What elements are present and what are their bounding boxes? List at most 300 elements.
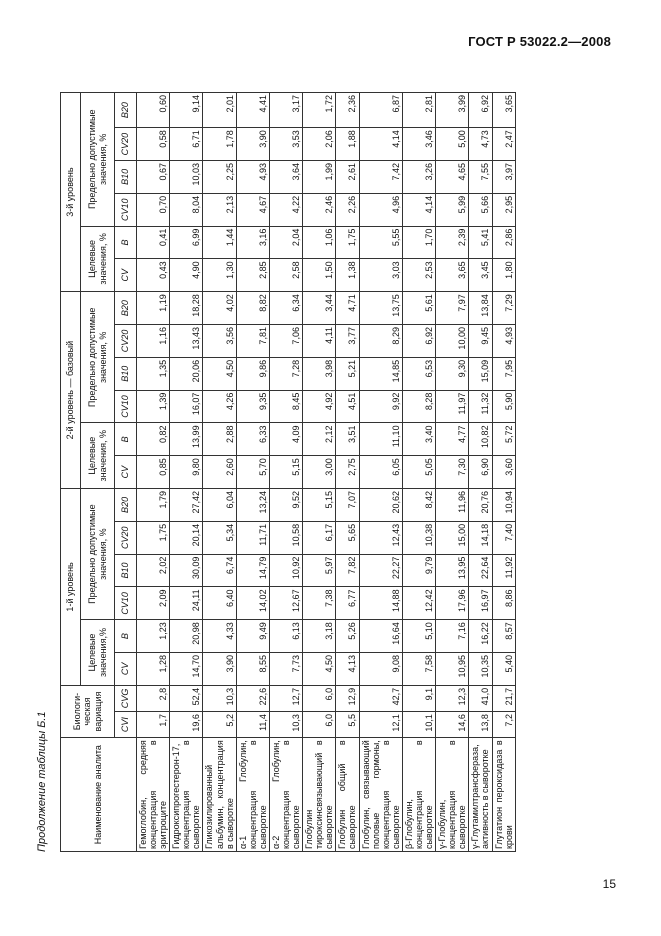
value-cell: 1,23 xyxy=(137,620,170,653)
value-cell: 3,97 xyxy=(492,161,515,194)
value-cell: 3,65 xyxy=(436,259,469,292)
value-cell: 12,9 xyxy=(336,685,359,711)
value-cell: 1,50 xyxy=(303,259,336,292)
value-cell: 20,98 xyxy=(170,620,203,653)
value-cell: 15,00 xyxy=(436,521,469,554)
analyte-name: Глобулин общий в сыворотке xyxy=(336,738,359,852)
value-cell: 2,81 xyxy=(402,93,435,128)
cv20-header: CV20 xyxy=(115,521,137,554)
value-cell: 20,14 xyxy=(170,521,203,554)
value-cell: 9,49 xyxy=(236,620,269,653)
value-cell: 6,99 xyxy=(170,226,203,259)
cv-header: CV xyxy=(115,259,137,292)
rotated-page-content xyxy=(30,92,610,852)
value-cell: 7,81 xyxy=(236,325,269,358)
value-cell: 8,86 xyxy=(492,587,515,620)
value-cell: 6,13 xyxy=(269,620,302,653)
value-cell: 14,02 xyxy=(236,587,269,620)
value-cell: 15,09 xyxy=(469,357,492,390)
level3-limits-header: Предельно допустимые значения, % xyxy=(81,93,115,227)
table-row xyxy=(269,93,302,852)
value-cell: 12,42 xyxy=(402,587,435,620)
value-cell: 19,6 xyxy=(170,712,203,738)
value-cell: 0,67 xyxy=(137,161,170,194)
table-row xyxy=(137,93,170,852)
value-cell: 6,40 xyxy=(203,587,236,620)
value-cell: 9,30 xyxy=(436,357,469,390)
value-cell: 1,75 xyxy=(336,226,359,259)
b20-header: B20 xyxy=(115,93,137,128)
value-cell: 4,41 xyxy=(236,93,269,128)
value-cell: 8,28 xyxy=(402,390,435,423)
value-cell: 3,98 xyxy=(303,357,336,390)
value-cell: 52,4 xyxy=(170,685,203,711)
value-cell: 7,95 xyxy=(492,357,515,390)
value-cell: 7,97 xyxy=(436,292,469,325)
analyte-name: α-2 Глобулин, концентрация в сыворотке xyxy=(269,738,302,852)
value-cell: 7,16 xyxy=(436,620,469,653)
value-cell: 4,90 xyxy=(170,259,203,292)
value-cell: 3,18 xyxy=(303,620,336,653)
value-cell: 17,96 xyxy=(436,587,469,620)
value-cell: 2,95 xyxy=(492,193,515,226)
value-cell: 5,40 xyxy=(492,653,515,686)
value-cell: 3,03 xyxy=(359,259,402,292)
value-cell: 0,70 xyxy=(137,193,170,226)
value-cell: 16,97 xyxy=(469,587,492,620)
value-cell: 14,79 xyxy=(236,554,269,587)
value-cell: 5,26 xyxy=(336,620,359,653)
value-cell: 11,97 xyxy=(436,390,469,423)
level2-limits-header: Предельно допустимые значения, % xyxy=(81,292,115,423)
value-cell: 13,75 xyxy=(359,292,402,325)
value-cell: 1,39 xyxy=(137,390,170,423)
table-row xyxy=(469,93,492,852)
value-cell: 13,99 xyxy=(170,423,203,456)
level1-limits-header: Предельно допустимые значения, % xyxy=(81,489,115,620)
value-cell: 9,08 xyxy=(359,653,402,686)
table-row xyxy=(303,93,336,852)
value-cell: 11,4 xyxy=(236,712,269,738)
value-cell: 1,70 xyxy=(402,226,435,259)
value-cell: 14,18 xyxy=(469,521,492,554)
bio-variation-header: Биологи-ческая вариация xyxy=(61,685,115,737)
level2-header: 2-й уровень — базовый xyxy=(61,292,81,489)
analyte-name: γ-Глобулин, концентрация в сыворотке xyxy=(436,738,469,852)
analyte-name: Глобулин тироксинсвязывающий в сыворотке xyxy=(303,738,336,852)
cv10-header: CV10 xyxy=(115,390,137,423)
value-cell: 2,53 xyxy=(402,259,435,292)
table-row xyxy=(170,93,203,852)
value-cell: 1,16 xyxy=(137,325,170,358)
value-cell: 3,64 xyxy=(269,161,302,194)
value-cell: 10,95 xyxy=(436,653,469,686)
value-cell: 4,96 xyxy=(359,193,402,226)
value-cell: 7,73 xyxy=(269,653,302,686)
value-cell: 4,73 xyxy=(469,128,492,161)
value-cell: 5,21 xyxy=(336,357,359,390)
value-cell: 6,33 xyxy=(236,423,269,456)
value-cell: 3,60 xyxy=(492,456,515,489)
value-cell: 8,45 xyxy=(269,390,302,423)
value-cell: 2,75 xyxy=(336,456,359,489)
value-cell: 10,92 xyxy=(269,554,302,587)
value-cell: 1,99 xyxy=(303,161,336,194)
value-cell: 6,92 xyxy=(402,325,435,358)
value-cell: 6,71 xyxy=(170,128,203,161)
value-cell: 3,40 xyxy=(402,423,435,456)
value-cell: 21,7 xyxy=(492,685,515,711)
cv20-header: CV20 xyxy=(115,325,137,358)
value-cell: 2,47 xyxy=(492,128,515,161)
value-cell: 4,92 xyxy=(303,390,336,423)
value-cell: 10,35 xyxy=(469,653,492,686)
value-cell: 4,65 xyxy=(436,161,469,194)
value-cell: 4,50 xyxy=(303,653,336,686)
value-cell: 1,72 xyxy=(303,93,336,128)
value-cell: 1,28 xyxy=(137,653,170,686)
value-cell: 6,77 xyxy=(336,587,359,620)
value-cell: 3,44 xyxy=(303,292,336,325)
b20-header: B20 xyxy=(115,292,137,325)
value-cell: 0,43 xyxy=(137,259,170,292)
cvg-header: CVG xyxy=(115,685,137,711)
value-cell: 10,1 xyxy=(402,712,435,738)
value-cell: 6,04 xyxy=(203,489,236,522)
b10-header: B10 xyxy=(115,357,137,390)
value-cell: 5,15 xyxy=(269,456,302,489)
value-cell: 3,77 xyxy=(336,325,359,358)
value-cell: 16,64 xyxy=(359,620,402,653)
value-cell: 1,19 xyxy=(137,292,170,325)
value-cell: 9,79 xyxy=(402,554,435,587)
cv-header: CV xyxy=(115,456,137,489)
value-cell: 1,79 xyxy=(137,489,170,522)
value-cell: 13,8 xyxy=(469,712,492,738)
level3-header: 3-й уровень xyxy=(61,93,81,292)
value-cell: 5,99 xyxy=(436,193,469,226)
value-cell: 20,06 xyxy=(170,357,203,390)
value-cell: 10,3 xyxy=(203,685,236,711)
value-cell: 10,94 xyxy=(492,489,515,522)
value-cell: 14,88 xyxy=(359,587,402,620)
value-cell: 5,61 xyxy=(402,292,435,325)
value-cell: 1,88 xyxy=(336,128,359,161)
value-cell: 3,99 xyxy=(436,93,469,128)
page-number: 15 xyxy=(602,877,616,891)
value-cell: 10,58 xyxy=(269,521,302,554)
value-cell: 13,84 xyxy=(469,292,492,325)
value-cell: 7,06 xyxy=(269,325,302,358)
value-cell: 2,88 xyxy=(203,423,236,456)
value-cell: 3,17 xyxy=(269,93,302,128)
value-cell: 4,93 xyxy=(492,325,515,358)
value-cell: 10,3 xyxy=(269,712,302,738)
value-cell: 2,02 xyxy=(137,554,170,587)
value-cell: 6,90 xyxy=(469,456,492,489)
value-cell: 5,10 xyxy=(402,620,435,653)
value-cell: 0,82 xyxy=(137,423,170,456)
value-cell: 14,85 xyxy=(359,357,402,390)
b-header: B xyxy=(115,620,137,653)
analyte-name: Глобулин, связывающий половые гормоны, концентрация в сыворотке xyxy=(359,738,402,852)
value-cell: 4,14 xyxy=(359,128,402,161)
table-row xyxy=(236,93,269,852)
value-cell: 5,97 xyxy=(303,554,336,587)
value-cell: 2,58 xyxy=(269,259,302,292)
value-cell: 3,51 xyxy=(336,423,359,456)
value-cell: 7,29 xyxy=(492,292,515,325)
table-row xyxy=(492,93,515,852)
value-cell: 3,16 xyxy=(236,226,269,259)
value-cell: 3,46 xyxy=(402,128,435,161)
value-cell: 2,46 xyxy=(303,193,336,226)
value-cell: 27,42 xyxy=(170,489,203,522)
value-cell: 13,43 xyxy=(170,325,203,358)
value-cell: 7,38 xyxy=(303,587,336,620)
b10-header: B10 xyxy=(115,161,137,194)
table-row xyxy=(203,93,236,852)
value-cell: 6,05 xyxy=(359,456,402,489)
analyte-name: γ-Глутамилтрансфераза, активность в сыворотке xyxy=(469,738,492,852)
value-cell: 6,17 xyxy=(303,521,336,554)
value-cell: 11,32 xyxy=(469,390,492,423)
value-cell: 3,65 xyxy=(492,93,515,128)
value-cell: 8,57 xyxy=(492,620,515,653)
value-cell: 2,8 xyxy=(137,685,170,711)
value-cell: 2,04 xyxy=(269,226,302,259)
value-cell: 16,07 xyxy=(170,390,203,423)
value-cell: 7,42 xyxy=(359,161,402,194)
value-cell: 9,35 xyxy=(236,390,269,423)
value-cell: 0,60 xyxy=(137,93,170,128)
value-cell: 7,82 xyxy=(336,554,359,587)
value-cell: 6,0 xyxy=(303,712,336,738)
value-cell: 3,90 xyxy=(236,128,269,161)
value-cell: 12,7 xyxy=(269,685,302,711)
value-cell: 10,03 xyxy=(170,161,203,194)
value-cell: 5,34 xyxy=(203,521,236,554)
value-cell: 42,7 xyxy=(359,685,402,711)
value-cell: 8,55 xyxy=(236,653,269,686)
table-row xyxy=(402,93,435,852)
value-cell: 1,75 xyxy=(137,521,170,554)
value-cell: 2,26 xyxy=(336,193,359,226)
value-cell: 10,00 xyxy=(436,325,469,358)
value-cell: 5,72 xyxy=(492,423,515,456)
value-cell: 7,58 xyxy=(402,653,435,686)
value-cell: 22,64 xyxy=(469,554,492,587)
value-cell: 6,0 xyxy=(303,685,336,711)
value-cell: 12,43 xyxy=(359,521,402,554)
cv10-header: CV10 xyxy=(115,587,137,620)
value-cell: 2,06 xyxy=(303,128,336,161)
value-cell: 6,92 xyxy=(469,93,492,128)
value-cell: 8,29 xyxy=(359,325,402,358)
value-cell: 16,22 xyxy=(469,620,492,653)
table-body xyxy=(137,93,516,852)
value-cell: 3,26 xyxy=(402,161,435,194)
table-row xyxy=(436,93,469,852)
value-cell: 4,14 xyxy=(402,193,435,226)
value-cell: 3,45 xyxy=(469,259,492,292)
cv10-header: CV10 xyxy=(115,193,137,226)
value-cell: 18,28 xyxy=(170,292,203,325)
value-cell: 2,36 xyxy=(336,93,359,128)
b20-header: B20 xyxy=(115,489,137,522)
value-cell: 7,55 xyxy=(469,161,492,194)
analyte-name: Гликозилированный альбумин, концентрация в сыворотке xyxy=(203,738,236,852)
value-cell: 1,06 xyxy=(303,226,336,259)
value-cell: 7,28 xyxy=(269,357,302,390)
value-cell: 2,39 xyxy=(436,226,469,259)
analyte-name: Гемоглобин, средняя концентрация в эритроците xyxy=(137,738,170,852)
value-cell: 3,56 xyxy=(203,325,236,358)
value-cell: 11,10 xyxy=(359,423,402,456)
level1-target-header: Целевые значения,% xyxy=(81,620,115,686)
value-cell: 3,00 xyxy=(303,456,336,489)
value-cell: 24,11 xyxy=(170,587,203,620)
value-cell: 5,90 xyxy=(492,390,515,423)
value-cell: 14,70 xyxy=(170,653,203,686)
value-cell: 4,77 xyxy=(436,423,469,456)
value-cell: 4,71 xyxy=(336,292,359,325)
value-cell: 9,52 xyxy=(269,489,302,522)
value-cell: 1,44 xyxy=(203,226,236,259)
value-cell: 8,82 xyxy=(236,292,269,325)
value-cell: 4,33 xyxy=(203,620,236,653)
value-cell: 22,6 xyxy=(236,685,269,711)
value-cell: 1,78 xyxy=(203,128,236,161)
cv20-header: CV20 xyxy=(115,128,137,161)
value-cell: 2,12 xyxy=(303,423,336,456)
value-cell: 0,85 xyxy=(137,456,170,489)
analyte-name: β-Глобулин, концентрация в сыворотке xyxy=(402,738,435,852)
value-cell: 4,11 xyxy=(303,325,336,358)
value-cell: 2,86 xyxy=(492,226,515,259)
value-cell: 3,90 xyxy=(203,653,236,686)
value-cell: 7,2 xyxy=(492,712,515,738)
value-cell: 6,53 xyxy=(402,357,435,390)
value-cell: 5,65 xyxy=(336,521,359,554)
value-cell: 8,42 xyxy=(402,489,435,522)
value-cell: 5,2 xyxy=(203,712,236,738)
analyte-name: Гидроксипрогестерон-17, концентрация в сыворотке xyxy=(170,738,203,852)
value-cell: 4,26 xyxy=(203,390,236,423)
value-cell: 9,1 xyxy=(402,685,435,711)
table-row xyxy=(359,93,402,852)
cv-header: CV xyxy=(115,653,137,686)
value-cell: 12,1 xyxy=(359,712,402,738)
value-cell: 5,05 xyxy=(402,456,435,489)
value-cell: 5,00 xyxy=(436,128,469,161)
b10-header: B10 xyxy=(115,554,137,587)
value-cell: 0,58 xyxy=(137,128,170,161)
level3-target-header: Целевые значения, % xyxy=(81,226,115,292)
value-cell: 9,86 xyxy=(236,357,269,390)
value-cell: 7,07 xyxy=(336,489,359,522)
value-cell: 10,38 xyxy=(402,521,435,554)
value-cell: 20,76 xyxy=(469,489,492,522)
cvi-header: CVI xyxy=(115,712,137,738)
value-cell: 1,38 xyxy=(336,259,359,292)
value-cell: 13,24 xyxy=(236,489,269,522)
value-cell: 1,35 xyxy=(137,357,170,390)
value-cell: 4,02 xyxy=(203,292,236,325)
value-cell: 20,62 xyxy=(359,489,402,522)
value-cell: 11,92 xyxy=(492,554,515,587)
value-cell: 12,3 xyxy=(436,685,469,711)
value-cell: 5,15 xyxy=(303,489,336,522)
value-cell: 13,95 xyxy=(436,554,469,587)
table-caption: Продолжение таблицы Б.1 xyxy=(36,711,48,852)
value-cell: 9,14 xyxy=(170,93,203,128)
value-cell: 0,41 xyxy=(137,226,170,259)
value-cell: 4,09 xyxy=(269,423,302,456)
value-cell: 3,53 xyxy=(269,128,302,161)
value-cell: 1,30 xyxy=(203,259,236,292)
value-cell: 2,01 xyxy=(203,93,236,128)
value-cell: 12,67 xyxy=(269,587,302,620)
value-cell: 30,09 xyxy=(170,554,203,587)
value-cell: 7,30 xyxy=(436,456,469,489)
value-cell: 2,13 xyxy=(203,193,236,226)
value-cell: 1,80 xyxy=(492,259,515,292)
value-cell: 11,71 xyxy=(236,521,269,554)
value-cell: 9,80 xyxy=(170,456,203,489)
value-cell: 4,50 xyxy=(203,357,236,390)
b-header: B xyxy=(115,226,137,259)
value-cell: 11,96 xyxy=(436,489,469,522)
value-cell: 5,55 xyxy=(359,226,402,259)
value-cell: 5,5 xyxy=(336,712,359,738)
value-cell: 4,67 xyxy=(236,193,269,226)
level2-target-header: Целевые значения, % xyxy=(81,423,115,489)
value-cell: 2,09 xyxy=(137,587,170,620)
value-cell: 6,74 xyxy=(203,554,236,587)
level1-header: 1-й уровень xyxy=(61,489,81,686)
value-cell: 2,60 xyxy=(203,456,236,489)
table-row xyxy=(336,93,359,852)
value-cell: 7,40 xyxy=(492,521,515,554)
value-cell: 5,41 xyxy=(469,226,492,259)
analyte-name: Глутатион пероксидаза в крови xyxy=(492,738,515,852)
value-cell: 10,82 xyxy=(469,423,492,456)
value-cell: 14,6 xyxy=(436,712,469,738)
value-cell: 2,61 xyxy=(336,161,359,194)
value-cell: 4,93 xyxy=(236,161,269,194)
value-cell: 2,25 xyxy=(203,161,236,194)
value-cell: 9,92 xyxy=(359,390,402,423)
value-cell: 4,13 xyxy=(336,653,359,686)
value-cell: 2,85 xyxy=(236,259,269,292)
value-cell: 22,27 xyxy=(359,554,402,587)
value-cell: 1,7 xyxy=(137,712,170,738)
value-cell: 9,45 xyxy=(469,325,492,358)
value-cell: 6,87 xyxy=(359,93,402,128)
data-table xyxy=(60,92,516,852)
value-cell: 8,04 xyxy=(170,193,203,226)
value-cell: 4,51 xyxy=(336,390,359,423)
document-id: ГОСТ Р 53022.2—2008 xyxy=(468,34,611,49)
value-cell: 5,66 xyxy=(469,193,492,226)
analyte-header: Наименование аналита xyxy=(61,738,137,852)
value-cell: 6,34 xyxy=(269,292,302,325)
value-cell: 5,70 xyxy=(236,456,269,489)
analyte-name: α-1 Глобулин, концентрация в сыворотке xyxy=(236,738,269,852)
b-header: B xyxy=(115,423,137,456)
value-cell: 41,0 xyxy=(469,685,492,711)
